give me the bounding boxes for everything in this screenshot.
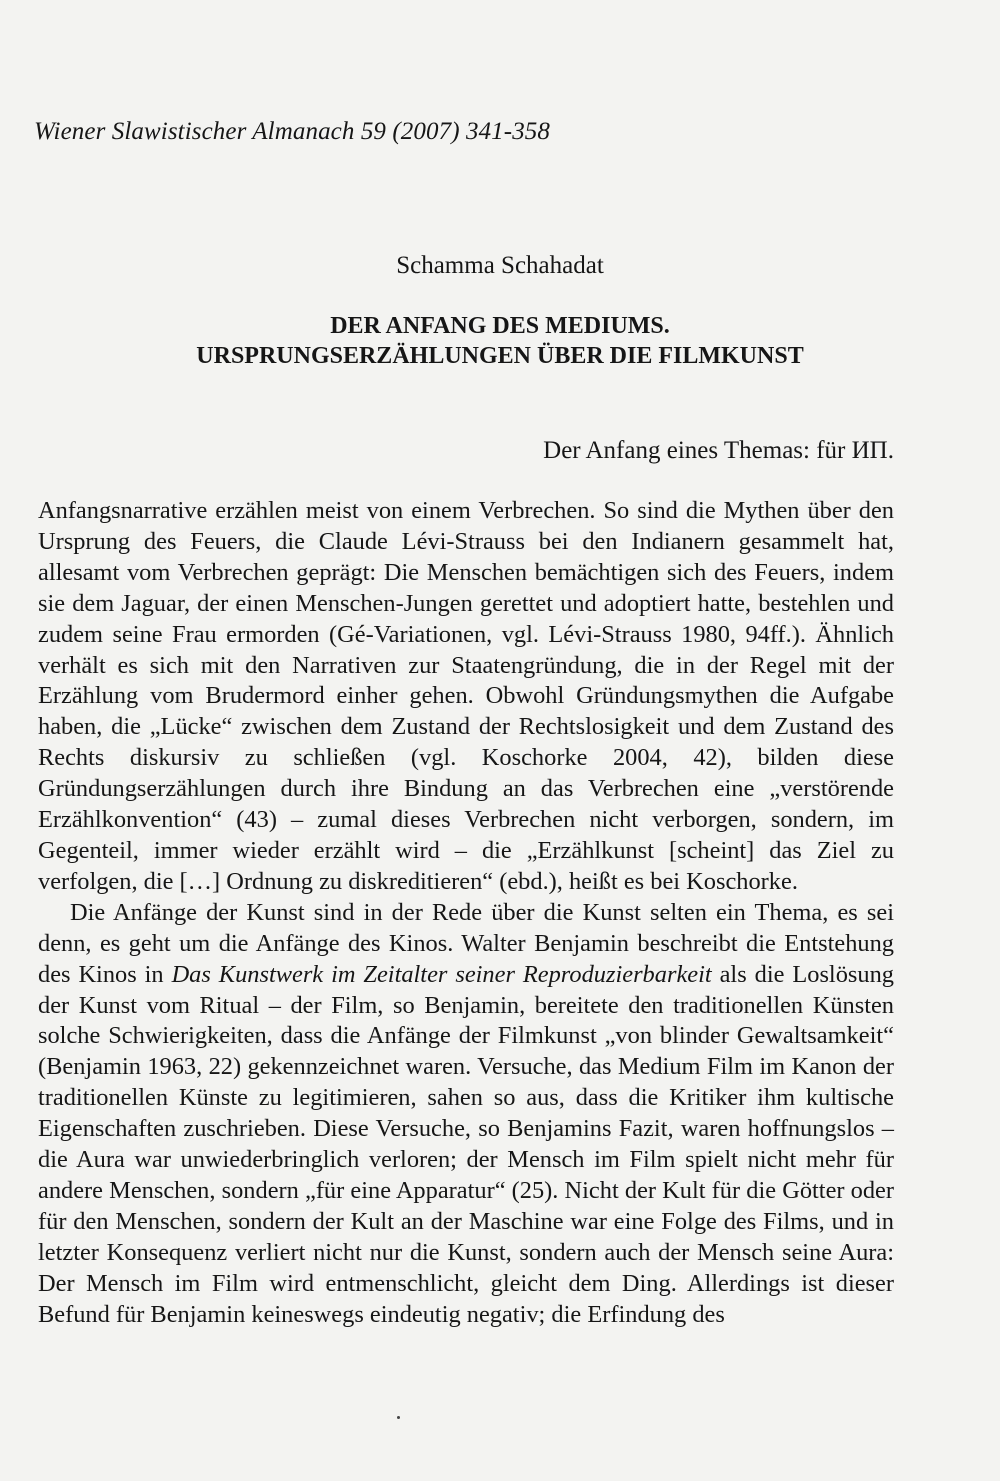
paragraph-text: Die Anfänge der Kunst sind in der Rede über die Kunst selten ein Thema, es sei denn, es geht um die Anfänge des Kinos. Walter Benjamin beschreibt die Entstehung des Kinos in [38, 898, 894, 988]
paragraph-text: als die Loslösung der Kunst vom Ritual – der Film, so Benjamin, bereitete den traditionellen Künsten solche Schwierigkeiten, dass die Anfänge der Filmkunst „von blinder Gewaltsamkeit“ (Benjamin 1963, 22) gekennzeichnet waren. Versuche, das Medium Film im Kanon der traditionellen Künste zu legitimieren, sahen so aus, dass die Kritiker ihm kultische Eigenschaften zuschrieben. Diese Versuche, so Benjamins Fazit, waren hoffnungslos – die Aura war unwiederbringlich verloren; der Mensch im Film spielt nicht mehr für andere Menschen, sondern „für eine Apparatur“ (25). Nicht der Kult für die Götter oder für den Menschen, sondern der Kult an der Maschine war eine Folge des Films, und in letzter Konsequenz verliert nicht nur die Kunst, sondern auch der Mensch seine Aura: Der Mensch im Film wird entmenschlicht, gleicht dem Ding. Allerdings ist dieser Befund für Benjamin keineswegs eindeutig negativ; die Erfindung des [38, 960, 894, 1328]
article-body [38, 496, 894, 1330]
body-paragraph [38, 496, 894, 898]
body-paragraph [38, 898, 894, 1331]
paragraph-text: Anfangsnarrative erzählen meist von einem Verbrechen. So sind die Mythen über den Ursprung des Feuers, die Claude Lévi-Strauss bei den Indianern gesammelt hat, allesamt vom Verbrechen geprägt: Die Menschen bemächtigen sich des Feuers, indem sie dem Jaguar, der einen Menschen-Jungen gerettet und adoptiert hatte, bestehlen und zudem seine Frau ermorden (Gé-Variationen, vgl. Lévi-Strauss 1980, 94ff.). Ähnlich verhält es sich mit den Narrativen zur Staatengründung, die in der Regel mit der Erzählung vom Brudermord einher gehen. Obwohl Gründungsmythen die Aufgabe haben, die „Lücke“ zwischen dem Zustand der Rechtslosigkeit und dem Zustand des Rechts diskursiv zu schließen (vgl. Koschorke 2004, 42), bilden diese Gründungserzählungen durch ihre Bindung an das Verbrechen eine „verstörende Erzählkonvention“ (43) – zumal dieses Verbrechen nicht verborgen, sondern, im Gegenteil, immer wieder erzählt wird – die „Erzählkunst [scheint] das Ziel zu verfolgen, die […] Ordnung zu diskreditieren“ (ebd.), heißt es bei Koschorke. [38, 497, 894, 895]
title-line-1: DER ANFANG DES MEDIUMS. [330, 313, 670, 339]
page-speck [397, 1416, 400, 1419]
article-author: Schamma Schahadat [396, 252, 604, 279]
italic-work-title: Das Kunstwerk im Zeitalter seiner Reproduzierbarkeit [171, 960, 712, 988]
title-line-2: URSPRUNGSERZÄHLUNGEN ÜBER DIE FILMKUNST [196, 343, 804, 369]
journal-header: Wiener Slawistischer Almanach 59 (2007) 341-358 [34, 118, 550, 145]
dedication: Der Anfang eines Themas: für ИП. [543, 437, 894, 464]
article-title [0, 311, 1000, 371]
